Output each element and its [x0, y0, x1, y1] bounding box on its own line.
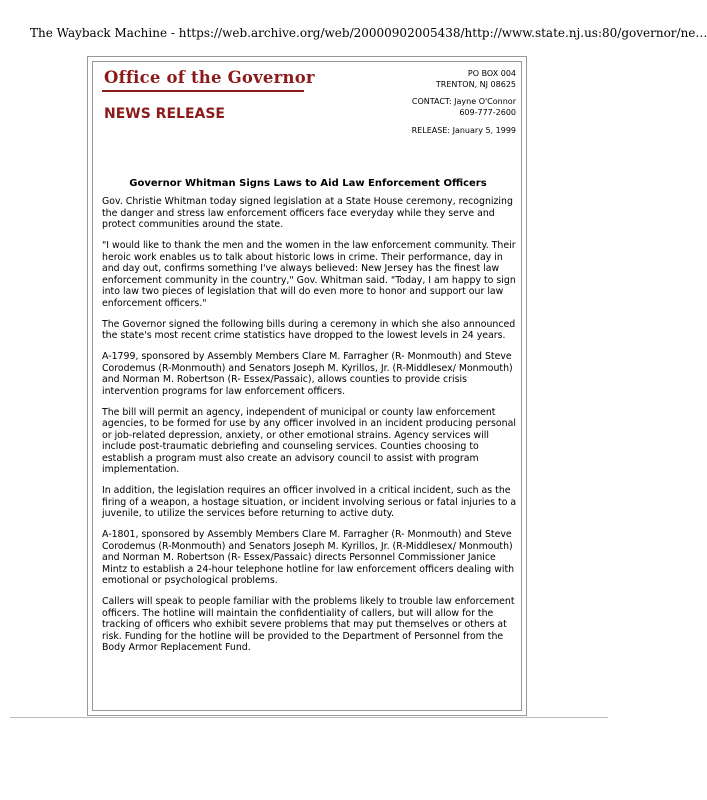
office-title: Office of the Governor — [104, 68, 315, 87]
paragraph: In addition, the legislation requires an officer involved in a critical incident, such as the firing of a weapon, a hostage situation, or incident involving serious or fatal injuries to a juvenile, to utilize the services before returning to active duty. — [102, 485, 517, 519]
address-line-2: TRENTON, NJ 08625 — [435, 79, 516, 89]
paragraph: A-1801, sponsored by Assembly Members Clare M. Farragher (R- Monmouth) and Steve Corodemus (R-Monmouth) and Senators Joseph M. Kyrillos, Jr. (R-Middlesex/ Monmouth) and Norman M. Robertson (R- Essex/Passaic) directs Personnel Commissioner Janice Mintz to establish a 24-hour telephone hotline for law enforcement officers dealing with emotional or psychological problems. — [102, 529, 515, 586]
release-date: RELEASE: January 5, 1999 — [411, 126, 516, 135]
address-line-1: PO BOX 004 — [467, 69, 516, 78]
paragraph: Gov. Christie Whitman today signed legislation at a State House ceremony, recognizing the danger and stress law enforcement officers face everyday while they serve and protect communities around the state. — [102, 196, 513, 230]
paragraph: The Governor signed the following bills during a ceremony in which she also announced the state's most recent crime statistics have dropped to the lowest levels in 24 years. — [102, 318, 516, 341]
wayback-header: The Wayback Machine - https://web.archive.org/web/20000902005438/http://www.state.nj.us:80/governor/ne… — [30, 26, 707, 40]
bottom-divider — [10, 717, 608, 718]
paragraph: Callers will speak to people familiar with the problems likely to trouble law enforcement officers. The hotline will maintain the confidentiality of callers, but will allow for the tracking of officers who exhibit severe problems that may put themselves or others at risk. Funding for the hotline will be provided to the Department of Personnel from the Body Armor Replacement Fund. — [102, 596, 515, 653]
paragraph: A-1799, sponsored by Assembly Members Clare M. Farragher (R- Monmouth) and Steve Corodemus (R-Monmouth) and Senators Joseph M. Kyrillos, Jr. (R-Middlesex/ Monmouth) and Norman M. Robertson (R- Essex/Passaic), allows counties to provide crisis intervention programs for law enforcement officers. — [102, 351, 513, 397]
paragraph: "I would like to thank the men and the women in the law enforcement community. Their heroic work enables us to talk about historic lows in crime. Their performance, day in and day out, confirms something I've always believed: New Jersey has the finest law enforcement community in the country," Gov. Whitman said. "Today, I am happy to sign into law two pieces of legislation that will do even more to honor and support our law enforcement officers." — [102, 240, 516, 309]
article-body — [102, 196, 522, 663]
contact-phone: 609-777-2600 — [459, 107, 516, 117]
contact-name: CONTACT: Jayne O'Connor — [411, 97, 516, 106]
paragraph: The bill will permit an agency, independent of municipal or county law enforcement agencies, to be formed for use by any officer involved in an incident producing personal or job-related depression, anxiety, or other emotional strains. Agency services will include post-traumatic debriefing and counseling services. Counties choosing to establish a program must also create an advisory council to assist with program implementation. — [102, 406, 516, 475]
contact-block — [412, 97, 516, 118]
news-release-label: NEWS RELEASE — [104, 106, 225, 122]
address-block — [436, 69, 516, 90]
article-headline: Governor Whitman Signs Laws to Aid Law Enforcement Officers — [129, 178, 487, 189]
title-underline — [102, 90, 304, 92]
